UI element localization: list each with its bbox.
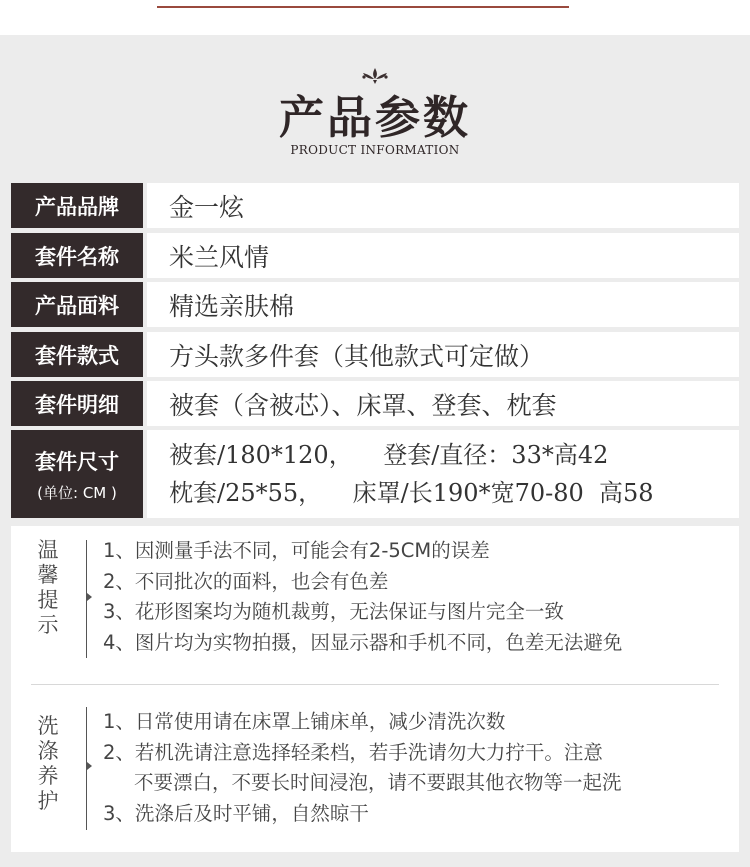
spec-value: 方头款多件套（其他款式可定做） <box>147 332 739 377</box>
spec-row-fabric <box>11 282 739 327</box>
spec-value: 精选亲肤棉 <box>147 282 739 327</box>
top-accent-rule <box>157 6 569 8</box>
spec-label: 套件明细 <box>11 381 143 426</box>
size-line-2: 枕套/25*55， 床罩/长190*宽70-80 高58 <box>169 479 654 507</box>
spec-value <box>147 430 739 518</box>
spec-row-brand <box>11 183 739 228</box>
list-item: 4、图片均为实物拍摄，因显示器和手机不同，色差无法避免 <box>103 630 623 654</box>
notes-divider <box>31 684 719 685</box>
list-item: 2、若机洗请注意选择轻柔档，若手洗请勿大力拧干。注意 <box>103 740 603 764</box>
spec-unit-label: (单位: CM ) <box>37 483 117 502</box>
list-item: 3、洗涤后及时平铺，自然晾干 <box>103 801 369 825</box>
product-info-panel <box>0 35 750 867</box>
notes-box <box>11 526 739 852</box>
spec-value: 被套（含被芯）、床罩、登套、枕套 <box>147 381 739 426</box>
care-list <box>103 707 731 829</box>
spec-row-style <box>11 332 739 377</box>
list-item: 1、因测量手法不同，可能会有2-5CM的误差 <box>103 539 490 562</box>
tips-arrow-icon <box>87 593 92 601</box>
spec-label: 产品品牌 <box>11 183 143 228</box>
spec-value: 米兰风情 <box>147 233 739 278</box>
tips-list <box>103 536 731 658</box>
tips-heading: 温 馨 提 示 <box>37 538 59 637</box>
spec-row-set-name <box>11 233 739 278</box>
list-item: 1、日常使用请在床罩上铺床单，减少清洗次数 <box>103 710 506 733</box>
spec-label: 产品面料 <box>11 282 143 327</box>
page-title: 产品参数 <box>278 91 471 144</box>
spec-label: 套件名称 <box>11 233 143 278</box>
spec-row-size <box>11 430 739 518</box>
care-heading: 洗 涤 养 护 <box>37 714 59 813</box>
page-subtitle: PRODUCT INFORMATION <box>290 143 460 157</box>
list-item: 不要漂白，不要长时间浸泡，请不要跟其他衣物等一起洗 <box>103 771 622 794</box>
list-item: 2、不同批次的面料，也会有色差 <box>103 569 389 593</box>
spec-label: 套件款式 <box>11 332 143 377</box>
care-arrow-icon <box>87 762 92 770</box>
spec-row-details <box>11 381 739 426</box>
spec-label: 套件尺寸 (单位: CM ) <box>11 430 143 518</box>
size-line-1: 被套/180*120， 登套/直径：33*高42 <box>169 441 609 469</box>
spec-value: 金一炫 <box>147 183 739 228</box>
list-item: 3、花形图案均为随机裁剪，无法保证与图片完全一致 <box>103 600 564 623</box>
